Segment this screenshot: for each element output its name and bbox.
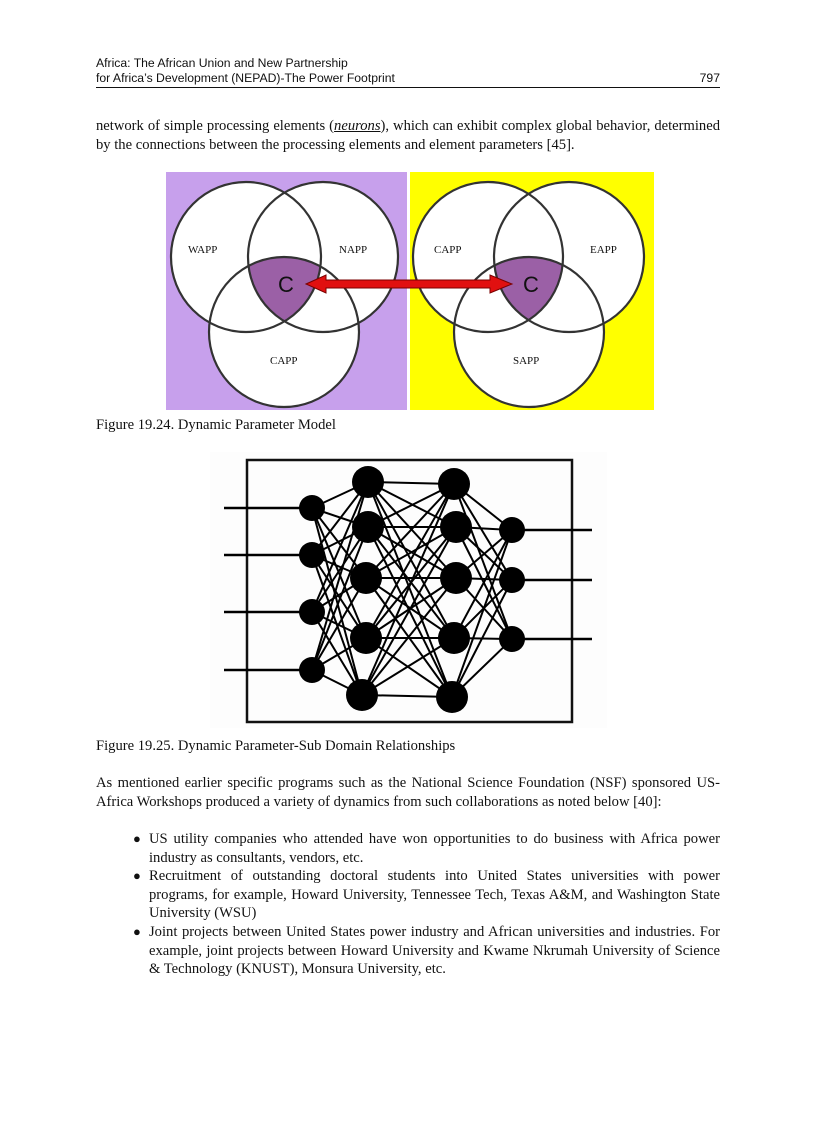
bullet-icon: ●: [133, 923, 141, 939]
header-title-line-2: for Africa’s Development (NEPAD)-The Power Footprint: [96, 71, 395, 85]
bullet-icon: ●: [133, 868, 141, 884]
hidden1-node: [352, 511, 384, 543]
list-item-text: US utility companies who attended have won opportunities to do business with Africa power industry as consultants, vendors, etc.: [149, 831, 720, 866]
hidden1-node: [352, 466, 384, 498]
page-number: 797: [699, 71, 720, 85]
bullet-icon: ●: [133, 831, 141, 846]
intro-text-after: ), which can exhibit complex global behavior, determined by the connections between the processing elements and element parameters [45].: [96, 118, 720, 153]
list-item-text: Joint projects between United States power industry and African universities and industries. For example, joint projects between Howard University and Kwame Nkrumah University of Science & Technology (KNUST), Monsura University, etc.: [149, 923, 720, 978]
output-node: [499, 567, 525, 593]
list-item: [96, 830, 720, 867]
neurons-term: neurons: [334, 118, 381, 134]
hidden1-node: [346, 679, 378, 711]
label-c-right: C: [523, 272, 539, 297]
hidden2-node: [438, 622, 470, 654]
neural-network-diagram: [210, 452, 607, 728]
label-wapp: WAPP: [188, 244, 218, 256]
list-item: [96, 867, 720, 923]
label-c-left: C: [278, 272, 294, 297]
body-paragraph: As mentioned earlier specific programs such as the National Science Foundation (NSF) sponsored US-Africa Workshops produced a variety of dynamics from such collaborations as noted below [40]:: [96, 775, 720, 810]
label-eapp: EAPP: [590, 244, 617, 256]
input-node: [299, 657, 325, 683]
hidden1-node: [350, 622, 382, 654]
running-header: [96, 56, 720, 88]
output-node: [499, 626, 525, 652]
label-capp-right: CAPP: [434, 244, 462, 256]
figure-dynamic-parameter-model: [166, 172, 654, 410]
hidden2-node: [436, 681, 468, 713]
header-title-line-1: Africa: The African Union and New Partnership: [96, 56, 348, 70]
output-node: [499, 517, 525, 543]
venn-diagram-figure: [166, 172, 654, 410]
label-capp-left: CAPP: [270, 355, 298, 367]
hidden2-node: [438, 468, 470, 500]
hidden1-node: [350, 562, 382, 594]
input-node: [299, 495, 325, 521]
list-item: [96, 923, 720, 979]
figure-neural-network: [210, 452, 607, 728]
label-sapp: SAPP: [513, 355, 540, 367]
bullet-list: [96, 830, 720, 979]
hidden2-node: [440, 511, 472, 543]
label-napp: NAPP: [339, 244, 368, 256]
figure-caption-19-24: Figure 19.24. Dynamic Parameter Model: [96, 417, 336, 433]
hidden2-node: [440, 562, 472, 594]
intro-text-before: network of simple processing elements (: [96, 118, 335, 134]
input-node: [299, 599, 325, 625]
figure-caption-19-25: Figure 19.25. Dynamic Parameter-Sub Domain Relationships: [96, 738, 456, 754]
input-node: [299, 542, 325, 568]
list-item-text: Recruitment of outstanding doctoral students into United States universities with power programs, for example, Howard University, Tennessee Tech, Texas A&M, and Washington State University (WSU): [149, 868, 720, 922]
intro-paragraph: [96, 117, 720, 155]
